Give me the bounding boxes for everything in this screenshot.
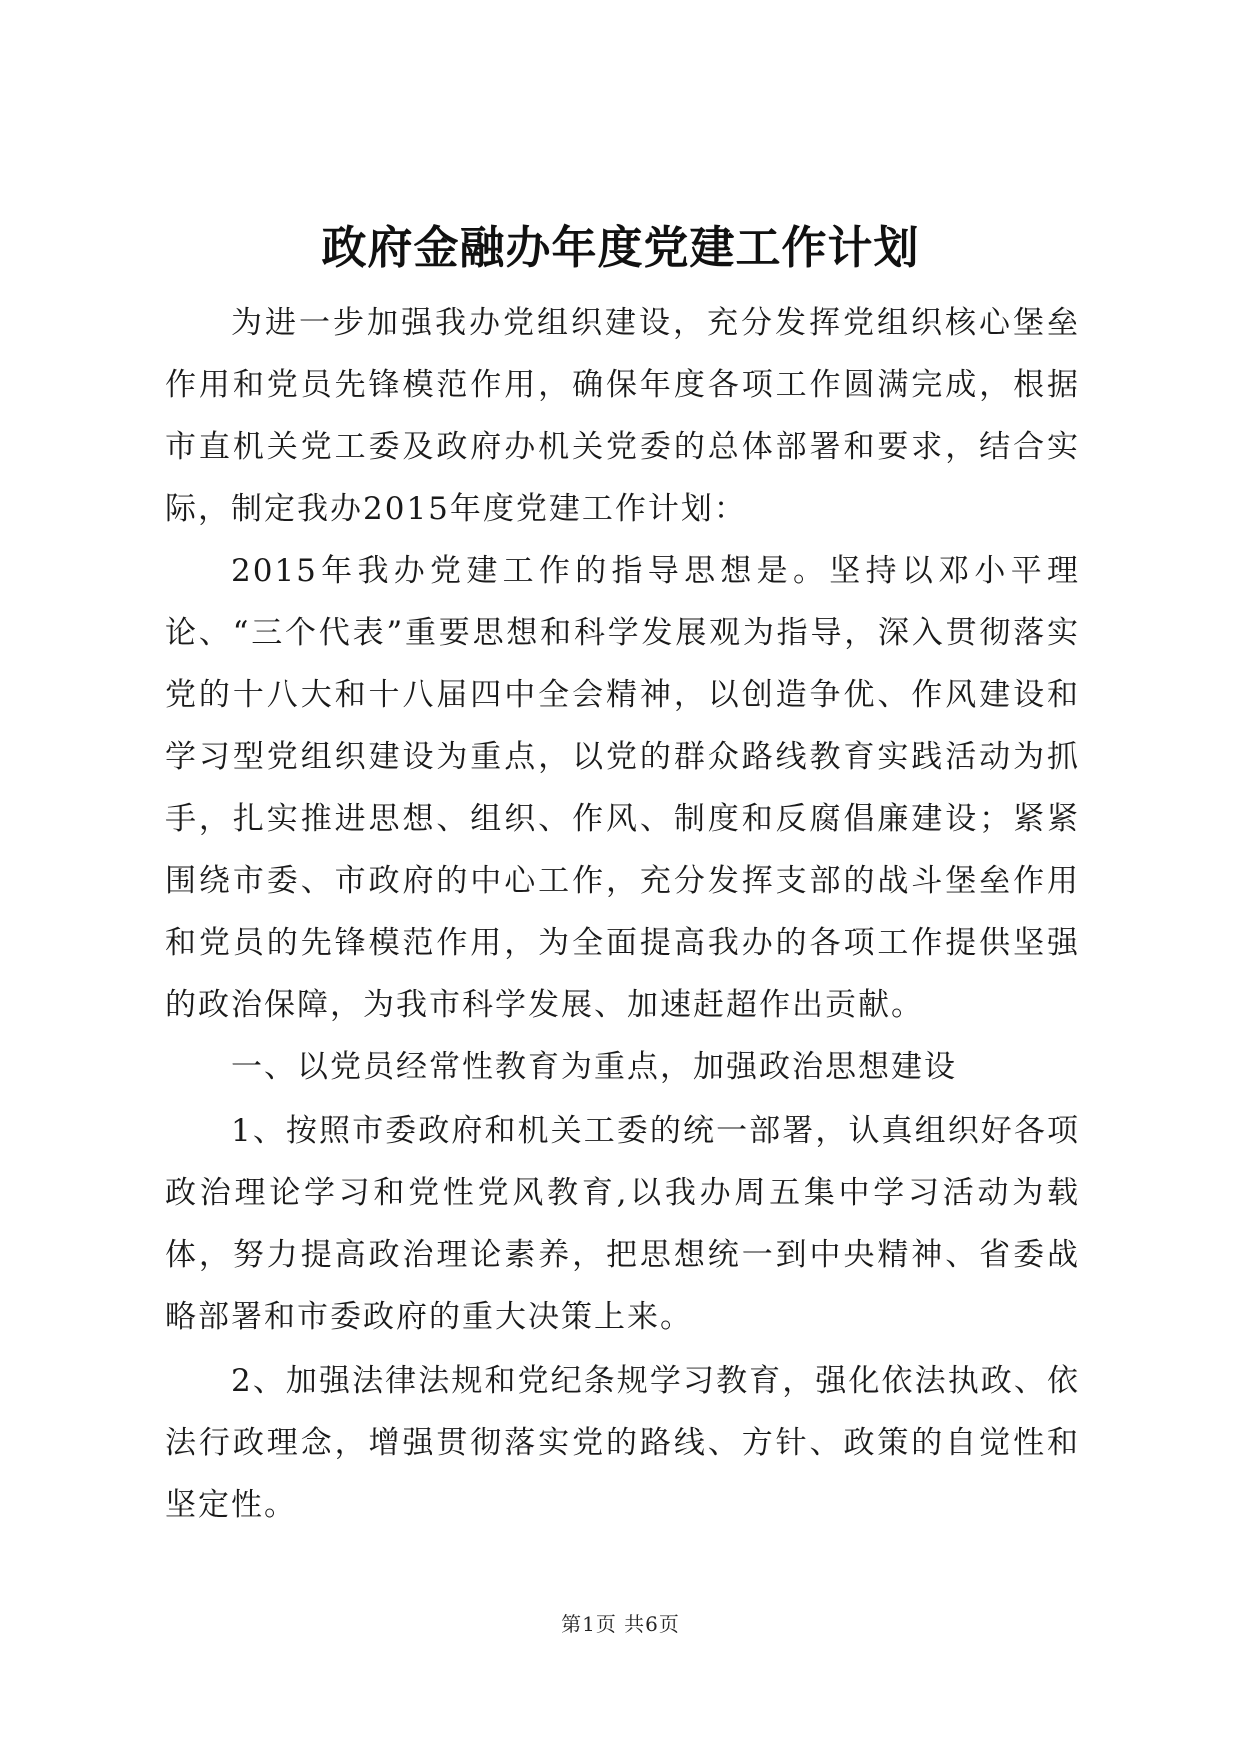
paragraph-item-2: 2、加强法律法规和党纪条规学习教育，强化依法执政、依法行政理念，增强贯彻落实党的路线、方针、政策的自觉性和坚定性。 [165, 1363, 1080, 1523]
paragraph-guiding-ideology: 2015年我办党建工作的指导思想是。坚持以邓小平理论、“三个代表”重要思想和科学发展观为指导，深入贯彻落实党的十八大和十八届四中全会精神，以创造争优、作风建设和学习型党组织建设为重点，以党的群众路线教育实践活动为抓手，扎实推进思想、组织、作风、制度和反腐倡廉建设；紧紧围绕市委、市政府的中心工作，充分发挥支部的战斗堡垒作用和党员的先锋模范作用，为全面提高我办的各项工作提供坚强的政治保障，为我市科学发展、加速赶超作出贡献。 [165, 553, 1080, 1023]
section-heading-1: 一、以党员经常性教育为重点，加强政治思想建设 [231, 1049, 957, 1085]
page-number-footer: 第1页 共6页 [561, 1612, 680, 1636]
document-body [165, 292, 1080, 1536]
paragraph-intro: 为进一步加强我办党组织建设，充分发挥党组织核心堡垒作用和党员先锋模范作用，确保年度各项工作圆满完成，根据市直机关党工委及政府办机关党委的总体部署和要求，结合实际，制定我办2015年度党建工作计划： [165, 305, 1080, 527]
document-title: 政府金融办年度党建工作计划 [321, 221, 920, 274]
paragraph-item-1: 1、按照市委政府和机关工委的统一部署，认真组织好各项政治理论学习和党性党风教育,以我办周五集中学习活动为载体，努力提高政治理论素养，把思想统一到中央精神、省委战略部署和市委政府的重大决策上来。 [165, 1113, 1080, 1335]
